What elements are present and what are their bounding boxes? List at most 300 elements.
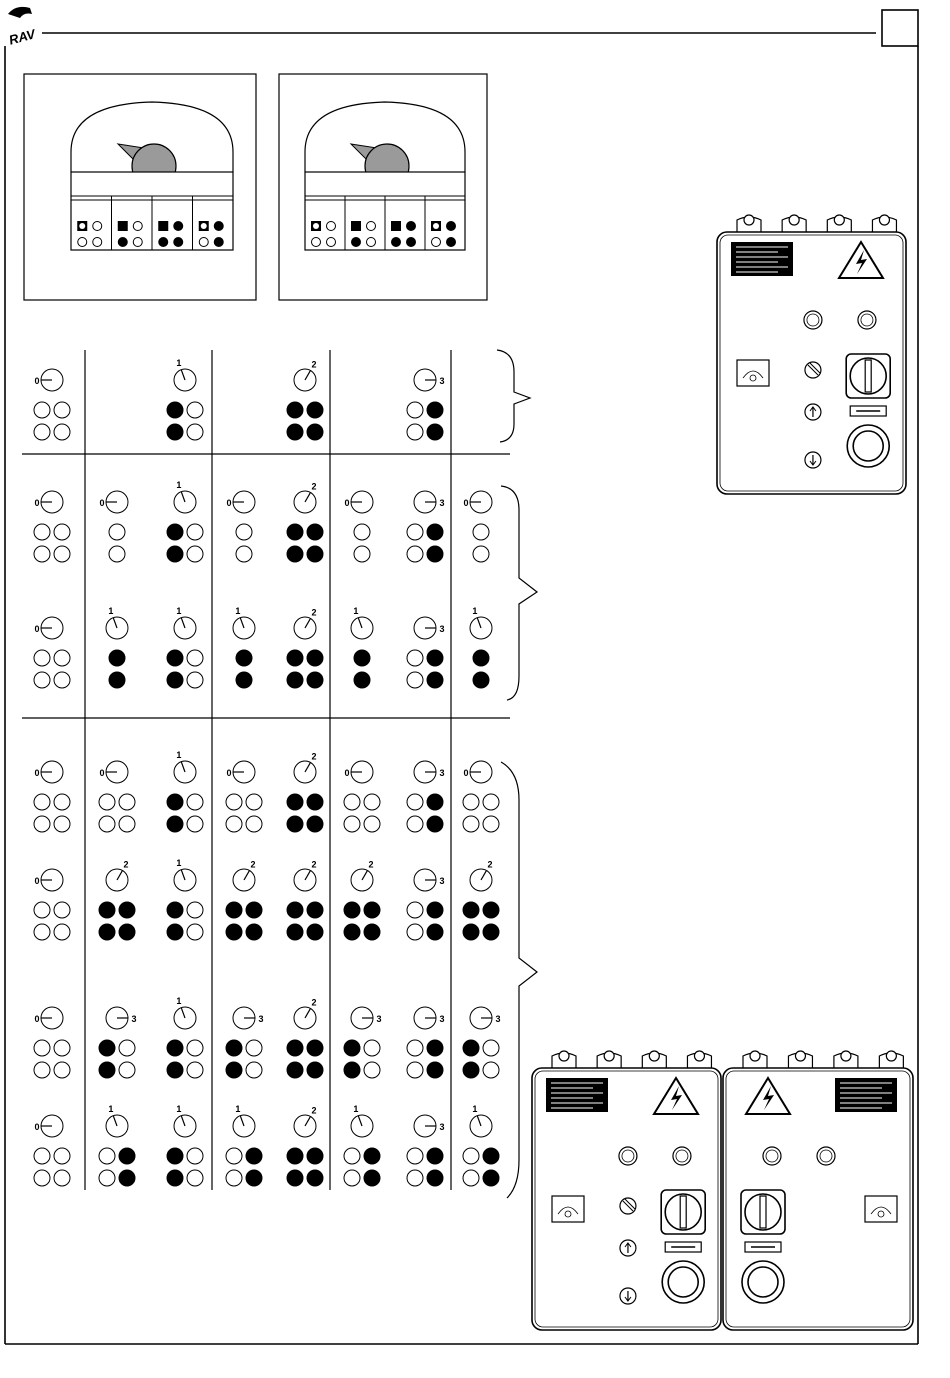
selector-dial-icon xyxy=(463,491,492,513)
dial-position-label: 0 xyxy=(99,498,105,508)
lamp-icon xyxy=(167,794,183,810)
lamp-icon xyxy=(483,1040,499,1056)
selector-dial-icon xyxy=(294,859,317,891)
switch-state-cell xyxy=(407,1007,445,1078)
push-button-icon xyxy=(742,1261,784,1303)
switch-state-cell xyxy=(344,491,373,562)
switch-state-cell xyxy=(463,859,499,940)
lamp-icon xyxy=(54,794,70,810)
lamp-icon xyxy=(307,546,323,562)
lamp-group xyxy=(34,1148,70,1186)
dial-position-label: 1 xyxy=(176,480,182,491)
lamp-group xyxy=(344,1148,380,1186)
lamp-indicator xyxy=(392,238,401,247)
lamp-icon xyxy=(187,424,203,440)
lamp-icon xyxy=(236,672,252,688)
lamp-icon xyxy=(364,924,380,940)
lamp-icon xyxy=(463,1170,479,1186)
dial-position-label: 2 xyxy=(250,859,256,870)
lamp-icon xyxy=(354,672,370,688)
lamp-icon xyxy=(427,402,443,418)
lamp-icon xyxy=(364,794,380,810)
selector-dial-icon xyxy=(99,491,128,513)
lamp-group xyxy=(473,524,489,562)
lamp-icon xyxy=(463,816,479,832)
lamp-icon xyxy=(54,672,70,688)
lamp-indicator xyxy=(327,238,336,247)
lamp-icon xyxy=(236,524,252,540)
cable-gland-icon xyxy=(872,215,896,232)
dial-position-label: 1 xyxy=(176,358,182,369)
switch-state-cell xyxy=(463,761,499,832)
lamp-icon xyxy=(307,1170,323,1186)
lamp-icon xyxy=(427,1170,443,1186)
lamp-icon xyxy=(246,1148,262,1164)
selector-dial-icon xyxy=(174,858,196,891)
lamp-group xyxy=(167,902,203,940)
dial-position-label: 1 xyxy=(472,1104,478,1115)
lamp-group xyxy=(167,1148,203,1186)
lamp-icon xyxy=(307,524,323,540)
switch-state-cell xyxy=(287,997,323,1078)
lamp-icon xyxy=(427,546,443,562)
dial-position-label: 3 xyxy=(439,624,445,634)
switch-state-cell xyxy=(233,606,255,688)
lamp-icon xyxy=(236,650,252,666)
lamp-icon xyxy=(673,1147,691,1165)
dial-position-label: 0 xyxy=(226,498,232,508)
lamp-icon xyxy=(167,424,183,440)
up-button-icon xyxy=(805,404,821,420)
selector-dial-icon xyxy=(106,859,129,891)
section-two-box xyxy=(34,480,492,688)
selector-dial-icon xyxy=(294,359,317,391)
lamp-group xyxy=(407,402,443,440)
lamp-icon xyxy=(167,524,183,540)
control-box-lower-left xyxy=(532,1051,721,1330)
lamp-group xyxy=(287,902,323,940)
ammeter-icon xyxy=(737,360,769,386)
lamp-group xyxy=(226,1040,262,1078)
selector-dial-icon xyxy=(34,761,63,783)
switch-state-cell xyxy=(167,358,203,440)
dial-position-label: 0 xyxy=(344,498,350,508)
lamp-icon xyxy=(307,1040,323,1056)
switch-state-cell xyxy=(99,859,135,940)
lamp-indicator xyxy=(407,238,416,247)
lamp-icon xyxy=(187,1062,203,1078)
dial-position-label: 1 xyxy=(235,1104,241,1115)
lamp-group xyxy=(473,650,489,688)
switch-state-cell xyxy=(167,480,203,562)
lamp-icon xyxy=(287,794,303,810)
lamp-indicator xyxy=(351,221,361,231)
control-box-main xyxy=(717,215,906,494)
selector-dial-icon xyxy=(414,617,445,639)
selector-dial-icon xyxy=(414,761,445,783)
dial-position-label: 2 xyxy=(368,859,374,870)
selector-dial-icon xyxy=(294,607,317,639)
switch-state-cell xyxy=(34,869,70,940)
dial-position-label: 0 xyxy=(34,624,40,634)
lamp-icon xyxy=(407,424,423,440)
dial-position-label: 0 xyxy=(34,1122,40,1132)
lamp-icon xyxy=(119,794,135,810)
lamp-icon xyxy=(287,424,303,440)
lamp-icon xyxy=(364,1148,380,1164)
lamp-icon xyxy=(246,902,262,918)
lamp-icon xyxy=(354,650,370,666)
lamp-icon xyxy=(427,816,443,832)
dial-position-label: 0 xyxy=(463,768,469,778)
lamp-icon xyxy=(99,1170,115,1186)
svg-text:RAV: RAV xyxy=(7,26,37,48)
lamp-indicator xyxy=(199,238,208,247)
lamp-icon xyxy=(804,311,822,329)
lamp-icon xyxy=(364,816,380,832)
lamp-icon xyxy=(226,794,242,810)
switch-state-cell xyxy=(287,607,323,688)
lamp-group xyxy=(463,902,499,940)
switch-state-cell xyxy=(226,761,262,832)
switch-state-cell xyxy=(407,617,445,688)
switch-state-cell xyxy=(463,1007,501,1078)
lamp-group xyxy=(34,902,70,940)
lamp-icon xyxy=(187,1040,203,1056)
lamp-group xyxy=(407,650,443,688)
lamp-icon xyxy=(287,924,303,940)
selector-dial-icon xyxy=(174,996,196,1029)
lamp-icon xyxy=(187,546,203,562)
selector-dial-icon xyxy=(463,761,492,783)
dial-position-label: 0 xyxy=(34,376,40,386)
dial-position-label: 3 xyxy=(439,1122,445,1132)
lamp-group xyxy=(407,794,443,832)
dial-position-label: 2 xyxy=(311,1105,317,1116)
lamp-icon xyxy=(354,524,370,540)
lamp-icon xyxy=(34,1170,50,1186)
control-box-lower-right xyxy=(723,1051,913,1330)
lamp-group xyxy=(287,1040,323,1078)
selector-dial-icon xyxy=(470,1007,501,1029)
lamp-indicator xyxy=(93,222,102,231)
selector-dial-icon xyxy=(351,1007,382,1029)
lamp-group xyxy=(287,1148,323,1186)
switch-state-cell xyxy=(106,606,128,688)
lamp-icon xyxy=(287,1148,303,1164)
lamp-icon xyxy=(54,924,70,940)
dial-position-label: 1 xyxy=(353,1104,359,1115)
selector-dial-icon xyxy=(34,1115,63,1137)
lamp-icon xyxy=(287,672,303,688)
lamp-icon xyxy=(344,816,360,832)
lamp-indicator xyxy=(118,238,127,247)
lamp-icon xyxy=(407,402,423,418)
lamp-icon xyxy=(226,924,242,940)
lamp-icon xyxy=(407,794,423,810)
lamp-icon xyxy=(483,816,499,832)
lamp-group xyxy=(99,902,135,940)
switch-state-cell xyxy=(344,859,380,940)
lamp-icon xyxy=(307,650,323,666)
down-button-icon xyxy=(620,1288,636,1304)
dial-position-label: 2 xyxy=(311,859,317,870)
dial-position-label: 0 xyxy=(226,768,232,778)
lamp-icon xyxy=(287,816,303,832)
lamp-icon xyxy=(109,524,125,540)
selector-dial-icon xyxy=(226,761,255,783)
lamp-icon xyxy=(109,650,125,666)
lamp-icon xyxy=(34,924,50,940)
lamp-icon xyxy=(407,672,423,688)
lamp-group xyxy=(236,650,252,688)
lamp-icon xyxy=(54,816,70,832)
lamp-indicator xyxy=(391,221,401,231)
lamp-icon xyxy=(364,1062,380,1078)
cable-gland-icon xyxy=(827,215,851,232)
lamp-icon xyxy=(34,546,50,562)
cable-gland-icon xyxy=(737,215,761,232)
selector-dial-icon xyxy=(294,751,317,783)
lamp-icon xyxy=(99,924,115,940)
switch-state-cell xyxy=(167,606,203,688)
lamp-icon xyxy=(99,794,115,810)
lamp-icon xyxy=(407,1062,423,1078)
selector-dial-icon xyxy=(233,1007,264,1029)
lamp-group xyxy=(463,1040,499,1078)
selector-dial-icon xyxy=(174,1104,196,1137)
lamp-icon xyxy=(364,1170,380,1186)
lamp-icon xyxy=(287,902,303,918)
lamp-icon xyxy=(34,672,50,688)
dial-position-label: 3 xyxy=(495,1014,501,1024)
switch-state-cell xyxy=(407,369,445,440)
lamp-icon xyxy=(407,1148,423,1164)
down-button-icon xyxy=(805,452,821,468)
lamp-indicator xyxy=(78,238,87,247)
lamp-group xyxy=(167,402,203,440)
selector-dial-icon xyxy=(34,369,63,391)
lamp-icon xyxy=(427,424,443,440)
selector-dial-icon xyxy=(233,859,256,891)
lamp-indicator xyxy=(214,238,223,247)
switch-state-cell xyxy=(344,1007,382,1078)
lamp-icon xyxy=(344,924,360,940)
lamp-group xyxy=(226,1148,262,1186)
lamp-icon xyxy=(34,650,50,666)
group-braces xyxy=(497,350,537,1198)
lamp-icon xyxy=(246,1062,262,1078)
selector-dial-icon xyxy=(174,358,196,391)
lamp-group xyxy=(99,1040,135,1078)
lamp-icon xyxy=(99,1040,115,1056)
lamp-icon xyxy=(287,1062,303,1078)
dial-position-label: 1 xyxy=(176,1104,182,1115)
selector-dial-icon xyxy=(470,1104,492,1137)
nameplate xyxy=(835,1078,897,1112)
switch-state-cell xyxy=(470,606,492,688)
dial-position-label: 1 xyxy=(176,750,182,761)
lamp-icon xyxy=(167,1040,183,1056)
lamp-icon xyxy=(407,816,423,832)
lamp-icon xyxy=(407,524,423,540)
ammeter-icon xyxy=(552,1196,584,1222)
dial-position-label: 1 xyxy=(176,606,182,617)
lamp-icon xyxy=(246,1170,262,1186)
lamp-group xyxy=(167,1040,203,1078)
dial-position-label: 1 xyxy=(176,996,182,1007)
ammeter-icon xyxy=(865,1196,897,1222)
switch-state-cell xyxy=(34,1115,70,1186)
switch-state-cell xyxy=(99,491,128,562)
switch-state-cell xyxy=(407,491,445,562)
lamp-group xyxy=(354,650,370,688)
dial-position-label: 3 xyxy=(439,1014,445,1024)
switch-state-cell xyxy=(34,491,70,562)
lamp-icon xyxy=(187,924,203,940)
selector-dial-icon xyxy=(99,761,128,783)
lamp-indicator xyxy=(352,238,361,247)
lamp-icon xyxy=(167,924,183,940)
lamp-icon xyxy=(427,1062,443,1078)
lamp-indicator xyxy=(118,221,128,231)
selector-dial-icon xyxy=(34,491,63,513)
lamp-icon xyxy=(287,1170,303,1186)
selector-dial-icon xyxy=(226,491,255,513)
lamp-icon xyxy=(344,1170,360,1186)
switch-state-cell xyxy=(226,859,262,940)
switch-state-cell xyxy=(34,617,70,688)
lamp-indicator xyxy=(407,222,416,231)
dial-position-label: 0 xyxy=(99,768,105,778)
lamp-indicator xyxy=(432,238,441,247)
lamp-indicator xyxy=(93,238,102,247)
lamp-icon xyxy=(54,902,70,918)
lamp-icon xyxy=(473,524,489,540)
switch-state-cell xyxy=(34,369,70,440)
selector-dial-icon xyxy=(470,859,493,891)
lamp-icon xyxy=(427,650,443,666)
cable-gland-icon xyxy=(642,1051,666,1068)
lamp-icon xyxy=(407,546,423,562)
lamp-icon xyxy=(99,1148,115,1164)
lamp-group xyxy=(109,650,125,688)
lamp-icon xyxy=(407,924,423,940)
lamp-icon xyxy=(287,524,303,540)
dial-position-label: 1 xyxy=(472,606,478,617)
lamp-icon xyxy=(307,1062,323,1078)
dial-position-label: 3 xyxy=(258,1014,264,1024)
lamp-icon xyxy=(54,402,70,418)
lamp-icon xyxy=(226,1170,242,1186)
selector-dial-icon xyxy=(174,606,196,639)
lamp-icon xyxy=(344,794,360,810)
potentiometer-icon xyxy=(805,362,821,378)
lamp-icon xyxy=(463,902,479,918)
lamp-icon xyxy=(226,1062,242,1078)
cable-gland-icon xyxy=(597,1051,621,1068)
lamp-icon xyxy=(236,546,252,562)
lamp-icon xyxy=(407,1170,423,1186)
lamp-icon xyxy=(246,1040,262,1056)
lamp-icon xyxy=(54,1062,70,1078)
lamp-icon xyxy=(187,402,203,418)
lamp-icon xyxy=(119,902,135,918)
lamp-group xyxy=(167,524,203,562)
cable-gland-icon xyxy=(879,1051,903,1068)
lamp-icon xyxy=(344,902,360,918)
lamp-group xyxy=(463,1148,499,1186)
potentiometer-icon xyxy=(620,1198,636,1214)
lamp-icon xyxy=(54,424,70,440)
dial-position-label: 1 xyxy=(108,1104,114,1115)
lamp-group xyxy=(407,524,443,562)
selector-dial-icon xyxy=(106,1007,137,1029)
switch-state-cell xyxy=(287,481,323,562)
lamp-icon xyxy=(427,794,443,810)
dial-position-label: 3 xyxy=(439,498,445,508)
lamp-icon xyxy=(167,672,183,688)
lamp-icon xyxy=(34,524,50,540)
lamp-icon xyxy=(167,902,183,918)
lamp-group xyxy=(407,902,443,940)
selector-dial-icon xyxy=(34,869,63,891)
cable-gland-icon xyxy=(743,1051,767,1068)
lamp-icon xyxy=(54,650,70,666)
lamp-icon xyxy=(187,902,203,918)
switch-state-cell xyxy=(34,1007,70,1078)
cable-gland-icon xyxy=(552,1051,576,1068)
lamp-icon xyxy=(427,1040,443,1056)
lamp-icon xyxy=(307,924,323,940)
lamp-group xyxy=(167,650,203,688)
lamp-icon xyxy=(187,1170,203,1186)
lamp-indicator xyxy=(367,222,376,231)
selector-dial-icon xyxy=(294,1105,317,1137)
dial-position-label: 2 xyxy=(311,359,317,370)
selector-dial-icon xyxy=(351,606,373,639)
lamp-indicator xyxy=(312,238,321,247)
lamp-indicator xyxy=(367,238,376,247)
lamp-icon xyxy=(483,902,499,918)
lamp-indicator xyxy=(174,238,183,247)
lamp-icon xyxy=(287,402,303,418)
lamp-group xyxy=(344,902,380,940)
lamp-icon xyxy=(187,1148,203,1164)
lamp-icon xyxy=(364,1040,380,1056)
lamp-icon xyxy=(54,546,70,562)
lamp-icon xyxy=(109,672,125,688)
lamp-icon xyxy=(99,1062,115,1078)
lamp-group xyxy=(344,794,380,832)
lamp-icon xyxy=(463,1148,479,1164)
lamp-icon xyxy=(858,311,876,329)
lamp-icon xyxy=(473,546,489,562)
selector-switch-icon xyxy=(741,1190,785,1252)
switch-state-cell xyxy=(226,491,255,562)
lamp-indicator xyxy=(327,222,336,231)
push-button-icon xyxy=(847,425,889,467)
dial-position-label: 0 xyxy=(344,768,350,778)
lamp-icon xyxy=(287,650,303,666)
lamp-group xyxy=(34,402,70,440)
lamp-icon xyxy=(287,1040,303,1056)
lamp-icon xyxy=(54,524,70,540)
dial-position-label: 1 xyxy=(235,606,241,617)
switch-state-cell xyxy=(463,1104,499,1186)
lamp-indicator xyxy=(133,238,142,247)
switch-state-cell xyxy=(344,761,380,832)
